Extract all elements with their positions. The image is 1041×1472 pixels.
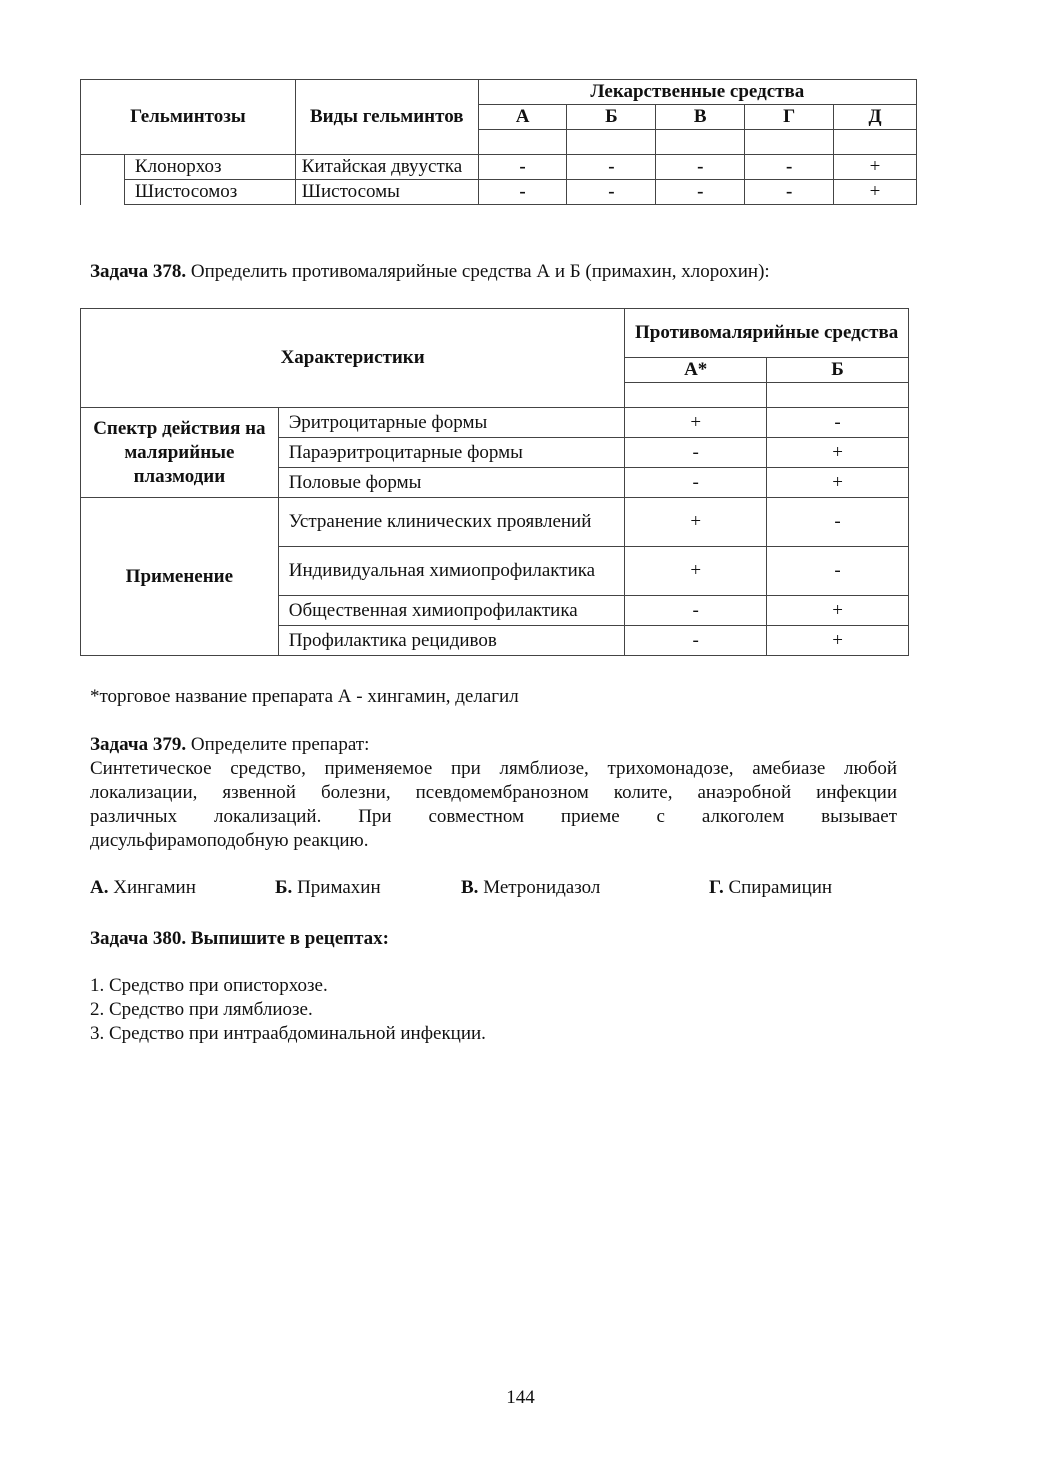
species-name: Шистосомы	[295, 180, 478, 205]
drug-letter: А	[478, 105, 567, 130]
answer-option	[90, 877, 196, 899]
table-row	[81, 180, 917, 205]
header-helminth-species: Виды гельминтов	[295, 80, 478, 155]
task-379-label: Задача 379.	[90, 734, 187, 755]
page-number: 144	[506, 1387, 535, 1408]
mark-a: -	[625, 596, 767, 626]
species-name: Китайская двуустка	[295, 155, 478, 180]
task-379-body-line: локализации, язвенной болезни, псевдомембранозном колите, анаэробной инфекции	[90, 782, 897, 803]
mark-b: +	[767, 596, 909, 626]
mark-cell: -	[656, 155, 745, 180]
mark-cell: -	[567, 180, 656, 205]
mark-a: -	[625, 626, 767, 656]
mark-b: -	[767, 408, 909, 438]
row-label: Профилактика рецидивов	[278, 626, 625, 656]
helminth-drugs-table	[80, 79, 917, 205]
mark-a: -	[625, 438, 767, 468]
task-378-heading	[90, 260, 897, 284]
antimalarial-table	[80, 308, 909, 656]
answer-option	[275, 877, 381, 899]
empty-cell	[567, 130, 656, 155]
task-379-body-line: дисульфирамоподобную реакцию.	[90, 830, 369, 851]
drug-a-header: А*	[625, 358, 767, 383]
task-378-text: Определить противомалярийные средства А и Б (примахин, хлорохин):	[186, 261, 770, 282]
mark-cell: -	[656, 180, 745, 205]
mark-a: -	[625, 468, 767, 498]
task-380-heading: Задача 380. Выпишите в рецептах:	[90, 928, 389, 949]
disease-name: Клонорхоз	[124, 155, 295, 180]
indent-cell	[81, 155, 125, 205]
option-letter: Г.	[709, 877, 724, 898]
drug-letter: Д	[834, 105, 917, 130]
drug-letter: Г	[745, 105, 834, 130]
empty-cell	[767, 383, 909, 408]
row-label: Индивидуальная химиопрофилактика	[278, 547, 625, 596]
mark-a: +	[625, 547, 767, 596]
header-helminthoses: Гельминтозы	[81, 80, 296, 155]
mark-cell: -	[478, 155, 567, 180]
header-drugs: Лекарственные средства	[478, 80, 916, 105]
task-379-heading	[90, 733, 897, 757]
answer-option	[461, 877, 600, 899]
mark-cell: +	[834, 180, 917, 205]
group-spectrum: Спектр действия на малярийные плазмодии	[81, 408, 279, 498]
table-row	[81, 498, 909, 547]
option-text: Хингамин	[108, 877, 196, 898]
row-label: Половые формы	[278, 468, 625, 498]
drug-letter: Б	[567, 105, 656, 130]
task-379-body-line: различных локализаций. При совместном приеме с алкоголем вызывает	[90, 806, 897, 827]
task-379-text: Определите препарат:	[186, 734, 370, 755]
empty-cell	[834, 130, 917, 155]
mark-cell: +	[834, 155, 917, 180]
empty-cell	[478, 130, 567, 155]
row-label: Устранение клинических проявлений	[278, 498, 625, 547]
empty-cell	[656, 130, 745, 155]
mark-b: +	[767, 626, 909, 656]
list-item: 3. Средство при интраабдоминальной инфекции.	[90, 1023, 486, 1044]
header-characteristics: Характеристики	[81, 309, 625, 408]
drug-letter: В	[656, 105, 745, 130]
option-letter: А.	[90, 877, 109, 898]
empty-cell	[745, 130, 834, 155]
list-item: 2. Средство при лямблиозе.	[90, 999, 313, 1020]
option-letter: Б.	[275, 877, 293, 898]
footnote: *торговое название препарата А - хингамин, делагил	[90, 686, 519, 707]
drug-b-header: Б	[767, 358, 909, 383]
mark-b: +	[767, 468, 909, 498]
mark-b: +	[767, 438, 909, 468]
mark-cell: -	[567, 155, 656, 180]
option-text: Метронидазол	[478, 877, 601, 898]
mark-a: +	[625, 408, 767, 438]
table-row	[81, 155, 917, 180]
mark-b: -	[767, 498, 909, 547]
row-label: Параэритроцитарные формы	[278, 438, 625, 468]
table-row	[81, 408, 909, 438]
option-text: Примахин	[292, 877, 381, 898]
header-antimalarials: Противомалярийные средства	[625, 309, 909, 358]
row-label: Эритроцитарные формы	[278, 408, 625, 438]
option-letter: В.	[461, 877, 479, 898]
answer-option	[709, 877, 832, 899]
row-label: Общественная химиопрофилактика	[278, 596, 625, 626]
mark-cell: -	[478, 180, 567, 205]
mark-a: +	[625, 498, 767, 547]
mark-cell: -	[745, 155, 834, 180]
task-379-body-line: Синтетическое средство, применяемое при лямблиозе, трихомонадозе, амебиазе любой	[90, 758, 897, 779]
task-378-label: Задача 378.	[90, 261, 187, 282]
answer-options	[90, 877, 897, 901]
option-text: Спирамицин	[723, 877, 833, 898]
group-application: Применение	[81, 498, 279, 656]
empty-cell	[625, 383, 767, 408]
mark-b: -	[767, 547, 909, 596]
disease-name: Шистосомоз	[124, 180, 295, 205]
list-item: 1. Средство при описторхозе.	[90, 975, 328, 996]
mark-cell: -	[745, 180, 834, 205]
